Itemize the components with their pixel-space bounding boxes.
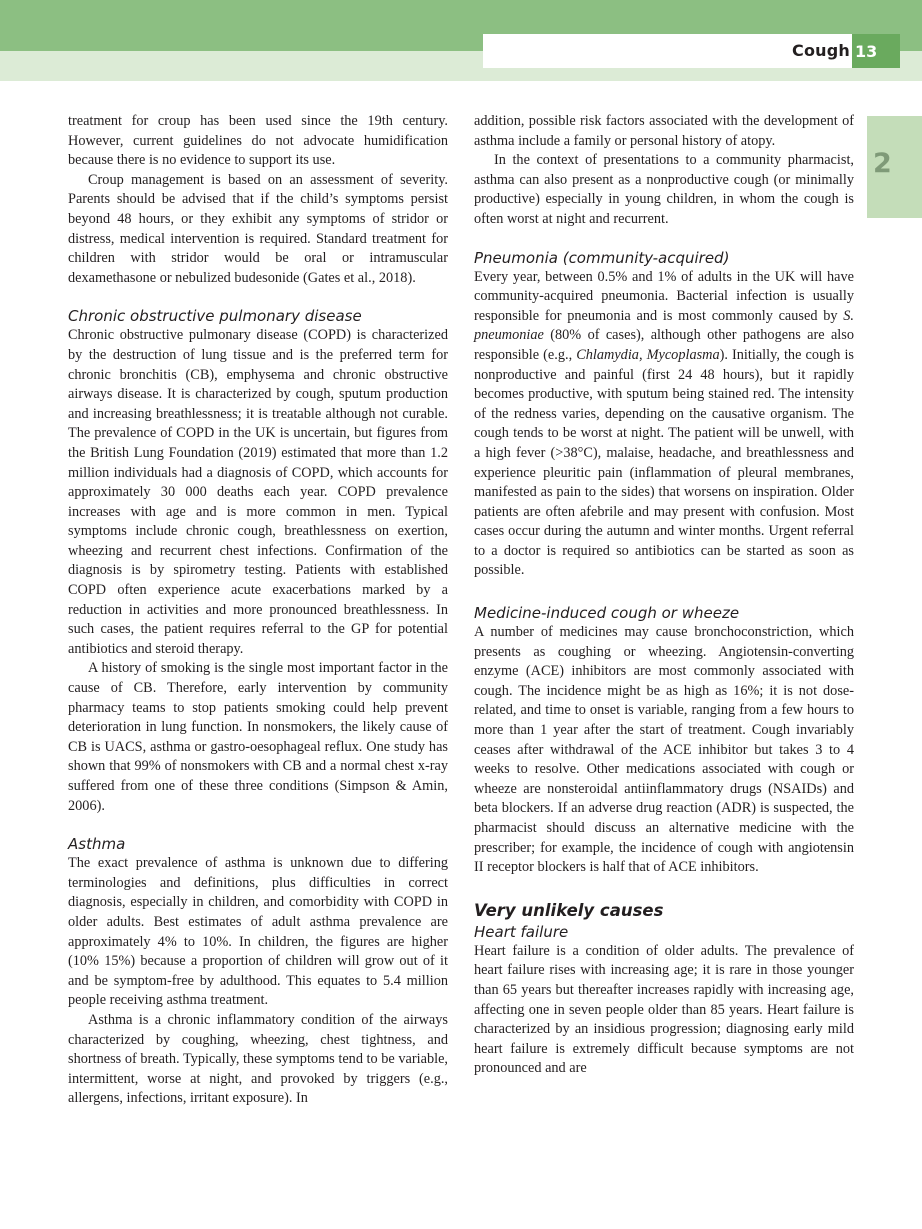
left-column (68, 112, 448, 1109)
section-heading-pneumonia: Pneumonia (community-acquired) (474, 248, 730, 267)
paragraph: A history of smoking is the single most important factor in the cause of CB. Therefore, early intervention by community pharmacy teams to stop patients smoking could help prevent deterioration in lung function. In nonsmokers, the likely cause of CB is UACS, asthma or gastro-oesophageal reflux. One study has shown that 99% of nonsmokers with CB and a normal chest x-ray suffered from one of these three conditions (Simpson & Amin, 2006). (68, 660, 448, 814)
italic-organisms: Chlamydia, Mycoplasma (576, 346, 720, 363)
paragraph: Heart failure is a condition of older adults. The prevalence of heart failure rises with increasing age; it is rare in those younger than 65 years but thereafter increases rapidly with increasing age, affecting one in seven people older than 85 years. Heart failure is characterized by an insidious progression; diagnosing early mild heart failure is extremely difficult because symptoms are not pronounced and are (474, 942, 854, 1077)
section-heading-copd: Chronic obstructive pulmonary disease (68, 307, 362, 326)
paragraph: Every year, between 0.5% and 1% of adults in the UK will have community-acquired pneumonia. Bacterial infection is usually responsible for pneumonia and is most commonly caused by S. pneumoniae (80% of cases), although other pathogens are also responsible (e.g., Chlamydia, Mycoplasma). Initially, the cough is nonproductive and painful (first 24 48 hours), but it rapidly becomes productive, with sputum being stained red. The intensity of the redness varies, depending on the causative organism. The cough tends to be worst at night. The patient will be unwell, with a high fever (>38°C), malaise, headache, and breathlessness and experience pleuritic pain (inflammation of pleural membranes, manifested as pain to the sides) that worsens on inspiration. Older patients are often afebrile and may present with confusion. Most cases occur during the autumn and winter months. Urgent referral to a doctor is required so antibiotics can be started as soon as possible. (474, 268, 855, 579)
right-column (474, 112, 854, 1079)
paragraph: A number of medicines may cause bronchoconstriction, which presents as coughing or wheezing. Angiotensin-converting enzyme (ACE) inhibitors are most commonly associated with cough. The incidence might be as high as 16%; it is not dose-related, and time to onset is variable, ranging from a few hours to more than 1 year after the start of treatment. Cough invariably ceases after withdrawal of the ACE inhibitor but takes 3 to 4 weeks to resolve. Other medications associated with cough or wheeze are nonsteroidal antiinflammatory drugs (NSAIDs) and beta blockers. If an adverse drug reaction (ADR) is suspected, the pharmacist should discuss an alternative medicine with the prescriber; for example, the incidence of cough with angiotensin II receptor blockers is half that of ACE inhibitors. (474, 624, 854, 876)
section-heading-medicine-induced: Medicine-induced cough or wheeze (474, 604, 740, 623)
italic-organism: S. pneumoniae (474, 307, 854, 344)
paragraph: addition, possible risk factors associated with the development of asthma include a family or personal history of atopy. (474, 113, 854, 149)
paragraph: Croup management is based on an assessment of severity. Parents should be advised that if the child’s symptoms persist beyond 48 hours, or they exhibit any symptoms of stridor or distress, medical intervention is required. Standard treatment for children with stridor would be oral or intramuscular dexamethasone or nebulized budesonide (Gates et al., 2018). (68, 171, 448, 286)
page-number: 13 (852, 34, 900, 68)
chapter-number: 2 (873, 148, 892, 179)
paragraph: In the context of presentations to a community pharmacist, asthma can also present as a nonproductive cough (or minimally productive) especially in young children, in whom the cough is often worst at night and recurrent. (474, 152, 854, 227)
section-heading-asthma: Asthma (68, 835, 126, 854)
section-heading-heart-failure: Heart failure (474, 922, 569, 941)
running-title: Cough (792, 41, 850, 60)
paragraph: Asthma is a chronic inflammatory condition of the airways characterized by coughing, wheezing, chest tightness, and shortness of breath. Typically, these symptoms tend to be variable, intermittent, worse at night, and provoked by triggers (e.g., allergens, infections, irritant exposure). In (68, 1011, 448, 1107)
paragraph: The exact prevalence of asthma is unknown due to differing terminologies and definitions, plus difficulties in correct diagnosis, especially in children, and comorbidity with COPD in older adults. Best estimates of adult asthma prevalence are approximately 4% to 10%. In children, the figures are higher (10% 15%) because a proportion of children will grow out of it and be symptom-free by adulthood. This equates to 5.4 million people receiving asthma treatment. (68, 855, 448, 1009)
paragraph: Chronic obstructive pulmonary disease (COPD) is characterized by the destruction of lung tissue and is the preferred term for chronic bronchitis (CB), emphysema and chronic obstructive airways disease. It is characterized by cough, sputum production and increasing breathlessness; it is treatable although not curable. The prevalence of COPD in the UK is uncertain, but figures from the British Lung Foundation (2019) estimated that more than 1.2 million individuals had a diagnosis of COPD, which accounts for approximately 30 000 deaths each year. COPD prevalence increases with age and is more common in men. Typical symptoms include chronic cough, breathlessness on exertion, wheezing and recurrent chest infections. Confirmation of the diagnosis is by spirometry testing. Patients with established COPD often experience acute exacerbations marked by a reduction in activities and more pronounced breathlessness. In such cases, the patient requires referral to the GP for potential antibiotics and steroid therapy. (68, 327, 448, 657)
paragraph: treatment for croup has been used since the 19th century. However, current guidelines do not advocate humidification because there is no evidence to support its use. (68, 113, 448, 169)
section-heading-very-unlikely: Very unlikely causes (474, 900, 664, 920)
